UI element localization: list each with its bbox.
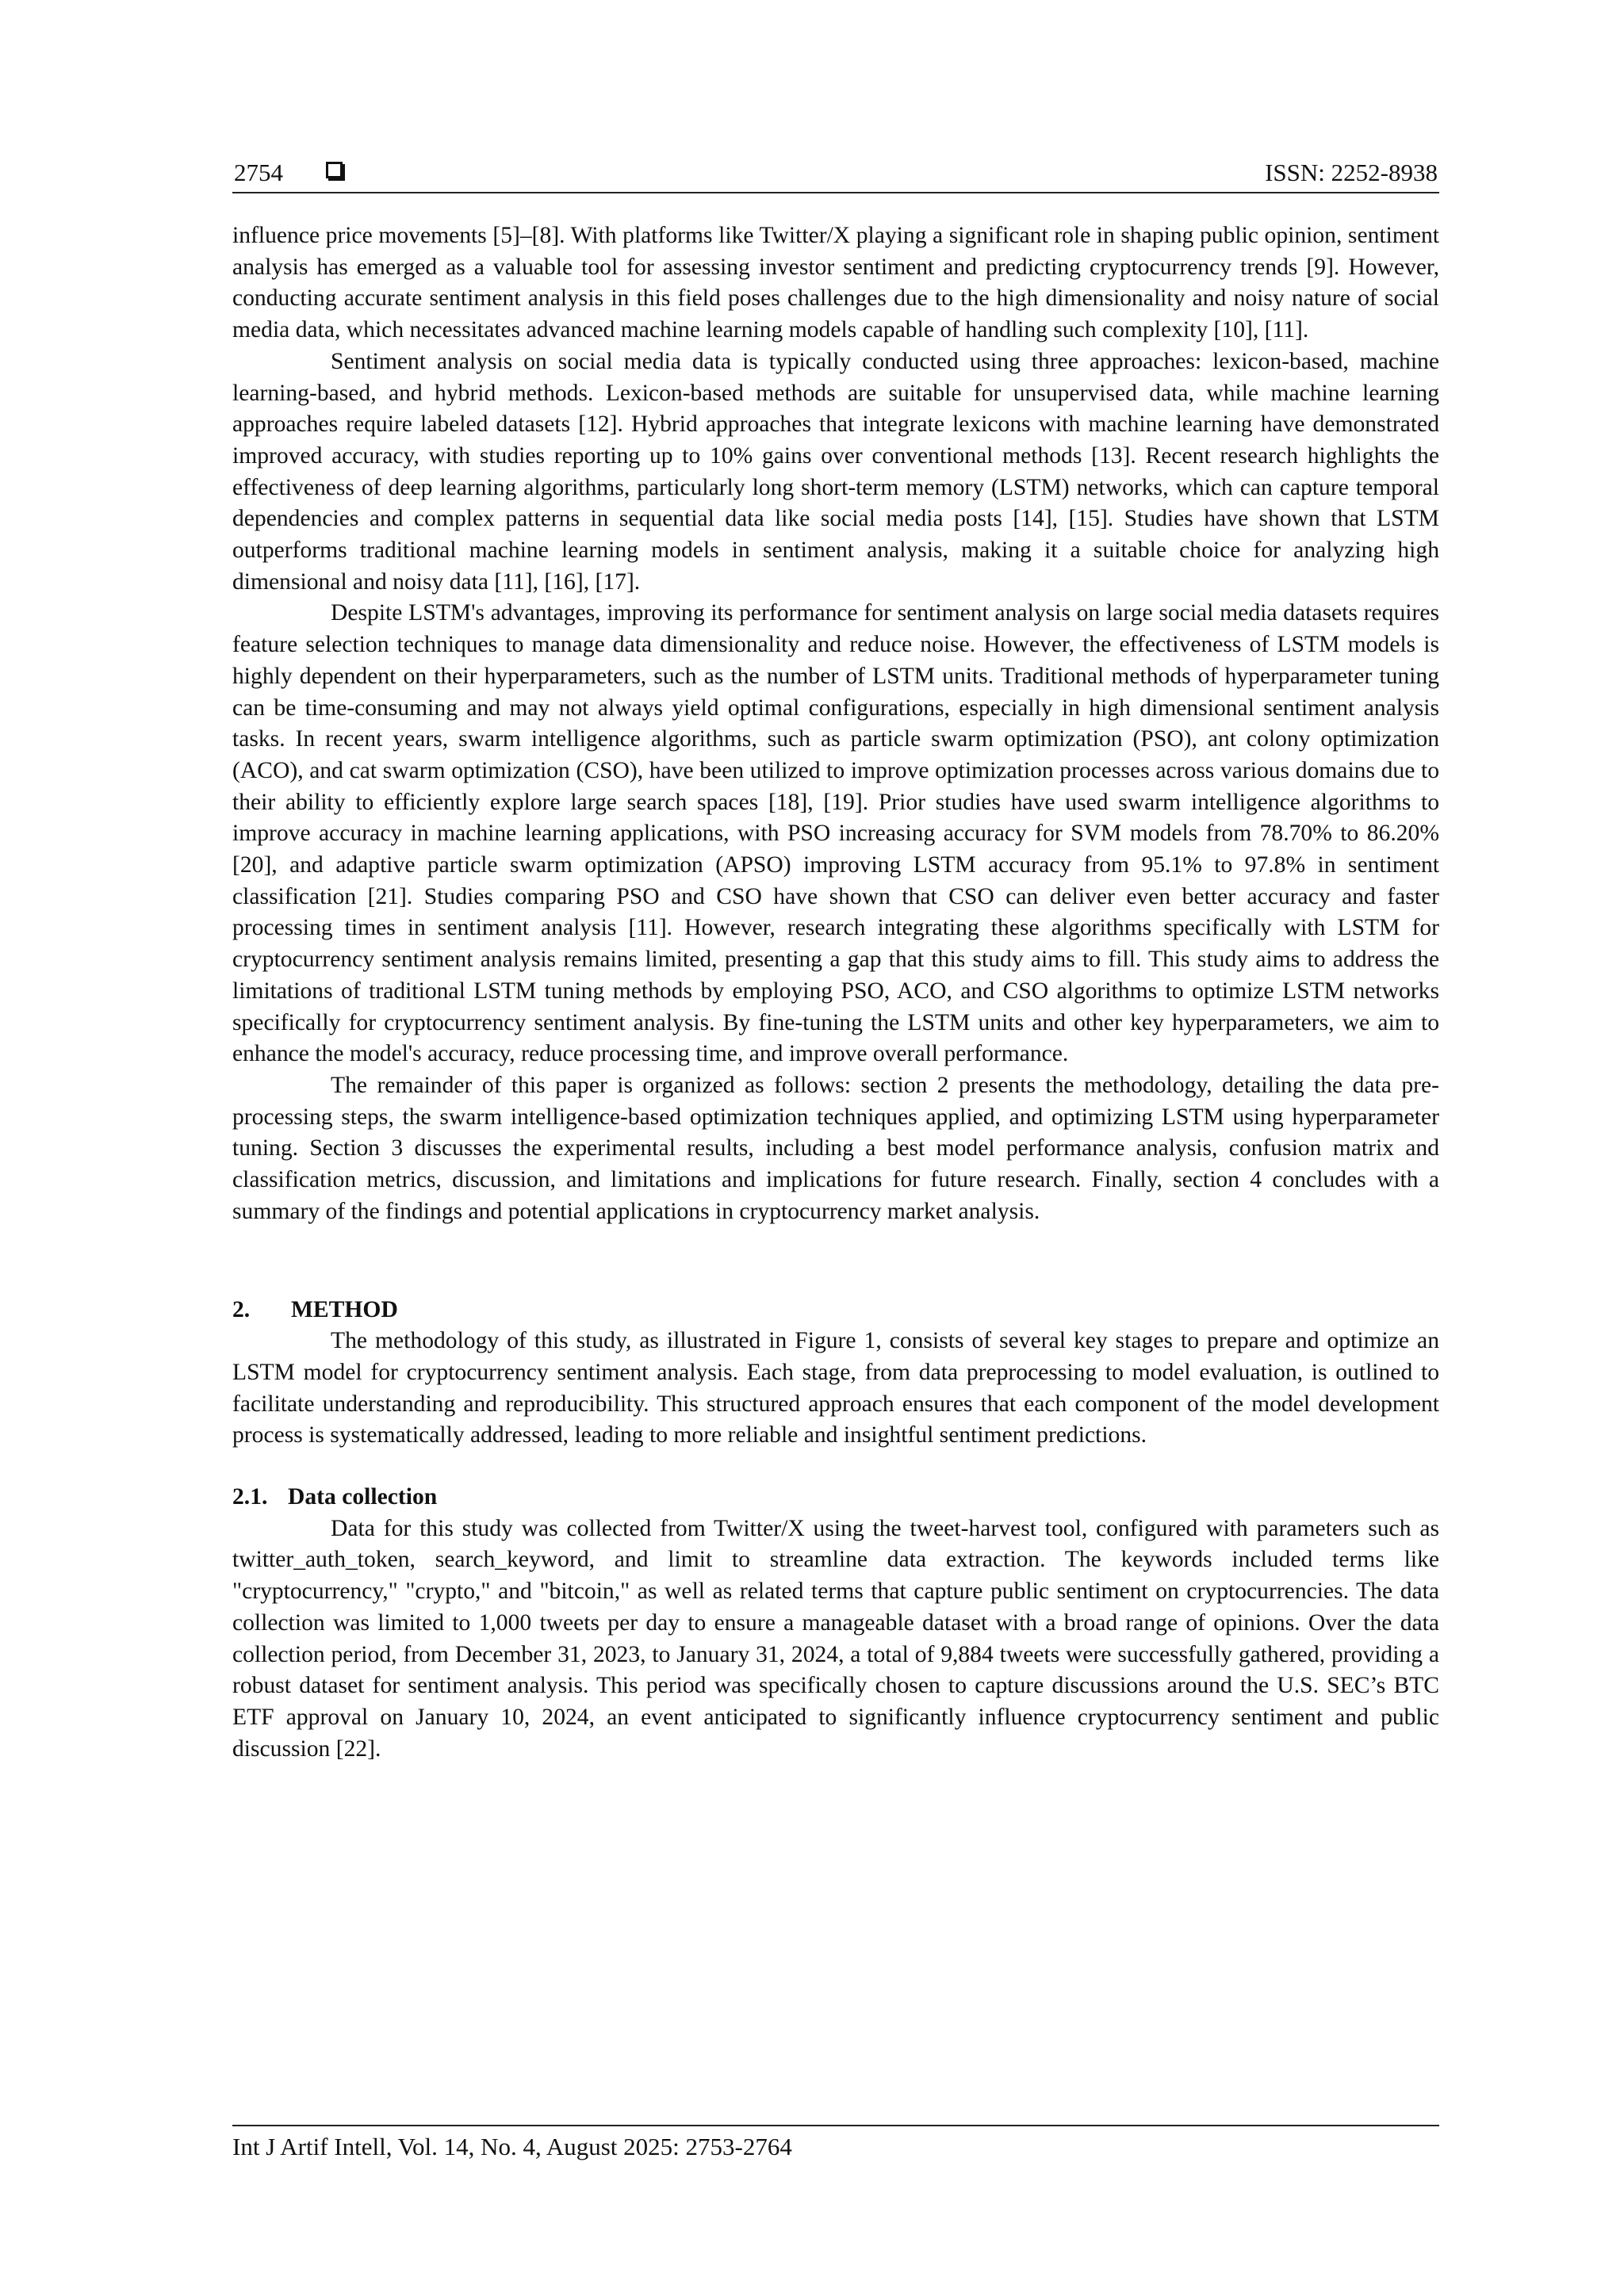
paragraph-paper-organization: The remainder of this paper is organized as follows: section 2 presents the methodology, detailing the data pre-processing steps, the swarm intelligence-based optimization techniques applied, and optimizing LSTM using hyperparameter tuning. Section 3 discusses the experimental results, including a best model performance analysis, confusion matrix and classification metrics, discussion, and limitations and implications for future research. Finally, section 4 concludes with a summary of the findings and potential applications in cryptocurrency market analysis. [232,1072,1439,1224]
paragraph-data-collection: Data for this study was collected from Twitter/X using the tweet-harvest tool, configured with parameters such as twitter_auth_token, search_keyword, and limit to streamline data extraction. The keywords included terms like "cryptocurrency," "crypto," and "bitcoin," as well as related terms that capture public sentiment on cryptocurrencies. The data collection was limited to 1,000 tweets per day to ensure a manageable dataset with a broad range of opinions. Over the data collection period, from December 31, 2023, to January 31, 2024, a total of 9,884 tweets were successfully gathered, providing a robust dataset for sentiment analysis. This period was specifically chosen to capture discussions around the U.S. SEC’s BTC ETF approval on January 10, 2024, an event anticipated to significantly influence cryptocurrency sentiment and public discussion [22]. [232,1515,1439,1762]
page-number: 2754 [234,159,283,186]
paragraph-intro-continued: influence price movements [5]–[8]. With platforms like Twitter/X playing a significant role in shaping public opinion, sentiment analysis has emerged as a valuable tool for assessing investor sentiment and predicting cryptocurrency trends [9]. However, conducting accurate sentiment analysis in this field poses challenges due to the high dimensionality and noisy nature of social media data, which necessitates advanced machine learning models capable of handling such complexity [10], [11]. [232,223,1439,343]
paragraph-approaches: Sentiment analysis on social media data is typically conducted using three approaches: lexicon-based, machine learning-based, and hybrid methods. Lexicon-based methods are suitable for unsupervised data, while machine learning approaches require labeled datasets [12]. Hybrid approaches that integrate lexicons with machine learning have demonstrated improved accuracy, with studies reporting up to 10% gains over conventional methods [13]. Recent research highlights the effectiveness of deep learning algorithms, particularly long short-term memory (LSTM) networks, which can capture temporal dependencies and complex patterns in sequential data like social media posts [14], [15]. Studies have shown that LSTM outperforms traditional machine learning models in sentiment analysis, making it a suitable choice for analyzing high dimensional and noisy data [11], [16], [17]. [232,348,1439,595]
subsection-title: Data collection [288,1484,438,1510]
section-heading-method [232,1295,1439,1326]
header-divider [232,192,1439,193]
running-footer: Int J Artif Intell, Vol. 14, No. 4, August 2025: 2753-2764 [232,2133,792,2160]
article-body [232,220,1439,1765]
footer-divider [232,2125,1439,2126]
paragraph-lstm-optimization: Despite LSTM's advantages, improving its performance for sentiment analysis on large social media datasets requires feature selection techniques to manage data dimensionality and reduce noise. However, the effectiveness of LSTM models is highly dependent on their hyperparameters, such as the number of LSTM units. Traditional methods of hyperparameter tuning can be time-consuming and may not always yield optimal configurations, especially in high dimensional sentiment analysis tasks. In recent years, swarm intelligence algorithms, such as particle swarm optimization (PSO), ant colony optimization (ACO), and cat swarm optimization (CSO), have been utilized to improve optimization processes across various domains due to their ability to efficiently explore large search spaces [18], [19]. Prior studies have used swarm intelligence algorithms to improve accuracy in machine learning applications, with PSO increasing accuracy for SVM models from 78.70% to 86.20% [20], and adaptive particle swarm optimization (APSO) improving LSTM accuracy from 95.1% to 97.8% in sentiment classification [21]. Studies comparing PSO and CSO have shown that CSO can deliver even better accuracy and faster processing times in sentiment analysis [11]. However, research integrating these algorithms specifically with LSTM for cryptocurrency sentiment analysis remains limited, presenting a gap that this study aims to fill. This study aims to address the limitations of traditional LSTM tuning methods by employing PSO, ACO, and CSO algorithms to optimize LSTM networks specifically for cryptocurrency sentiment analysis. By fine-tuning the LSTM units and other key hyperparameters, we aim to enhance the model's accuracy, reduce processing time, and improve overall performance. [232,600,1439,1067]
square-bullet-icon [326,162,343,178]
subsection-number: 2.1. [232,1484,268,1510]
section-number: 2. [232,1296,251,1322]
issn: ISSN: 2252-8938 [1265,159,1438,186]
paragraph-method: The methodology of this study, as illustrated in Figure 1, consists of several key stages to prepare and optimize an LSTM model for cryptocurrency sentiment analysis. Each stage, from data preprocessing to model evaluation, is outlined to facilitate understanding and reproducibility. This structured approach ensures that each component of the model development process is systematically addressed, leading to more reliable and insightful sentiment predictions. [232,1328,1439,1448]
running-header [232,155,1439,190]
section-title: METHOD [291,1296,398,1322]
subsection-heading-data-collection [232,1482,1439,1513]
journal-page [232,155,1439,2185]
